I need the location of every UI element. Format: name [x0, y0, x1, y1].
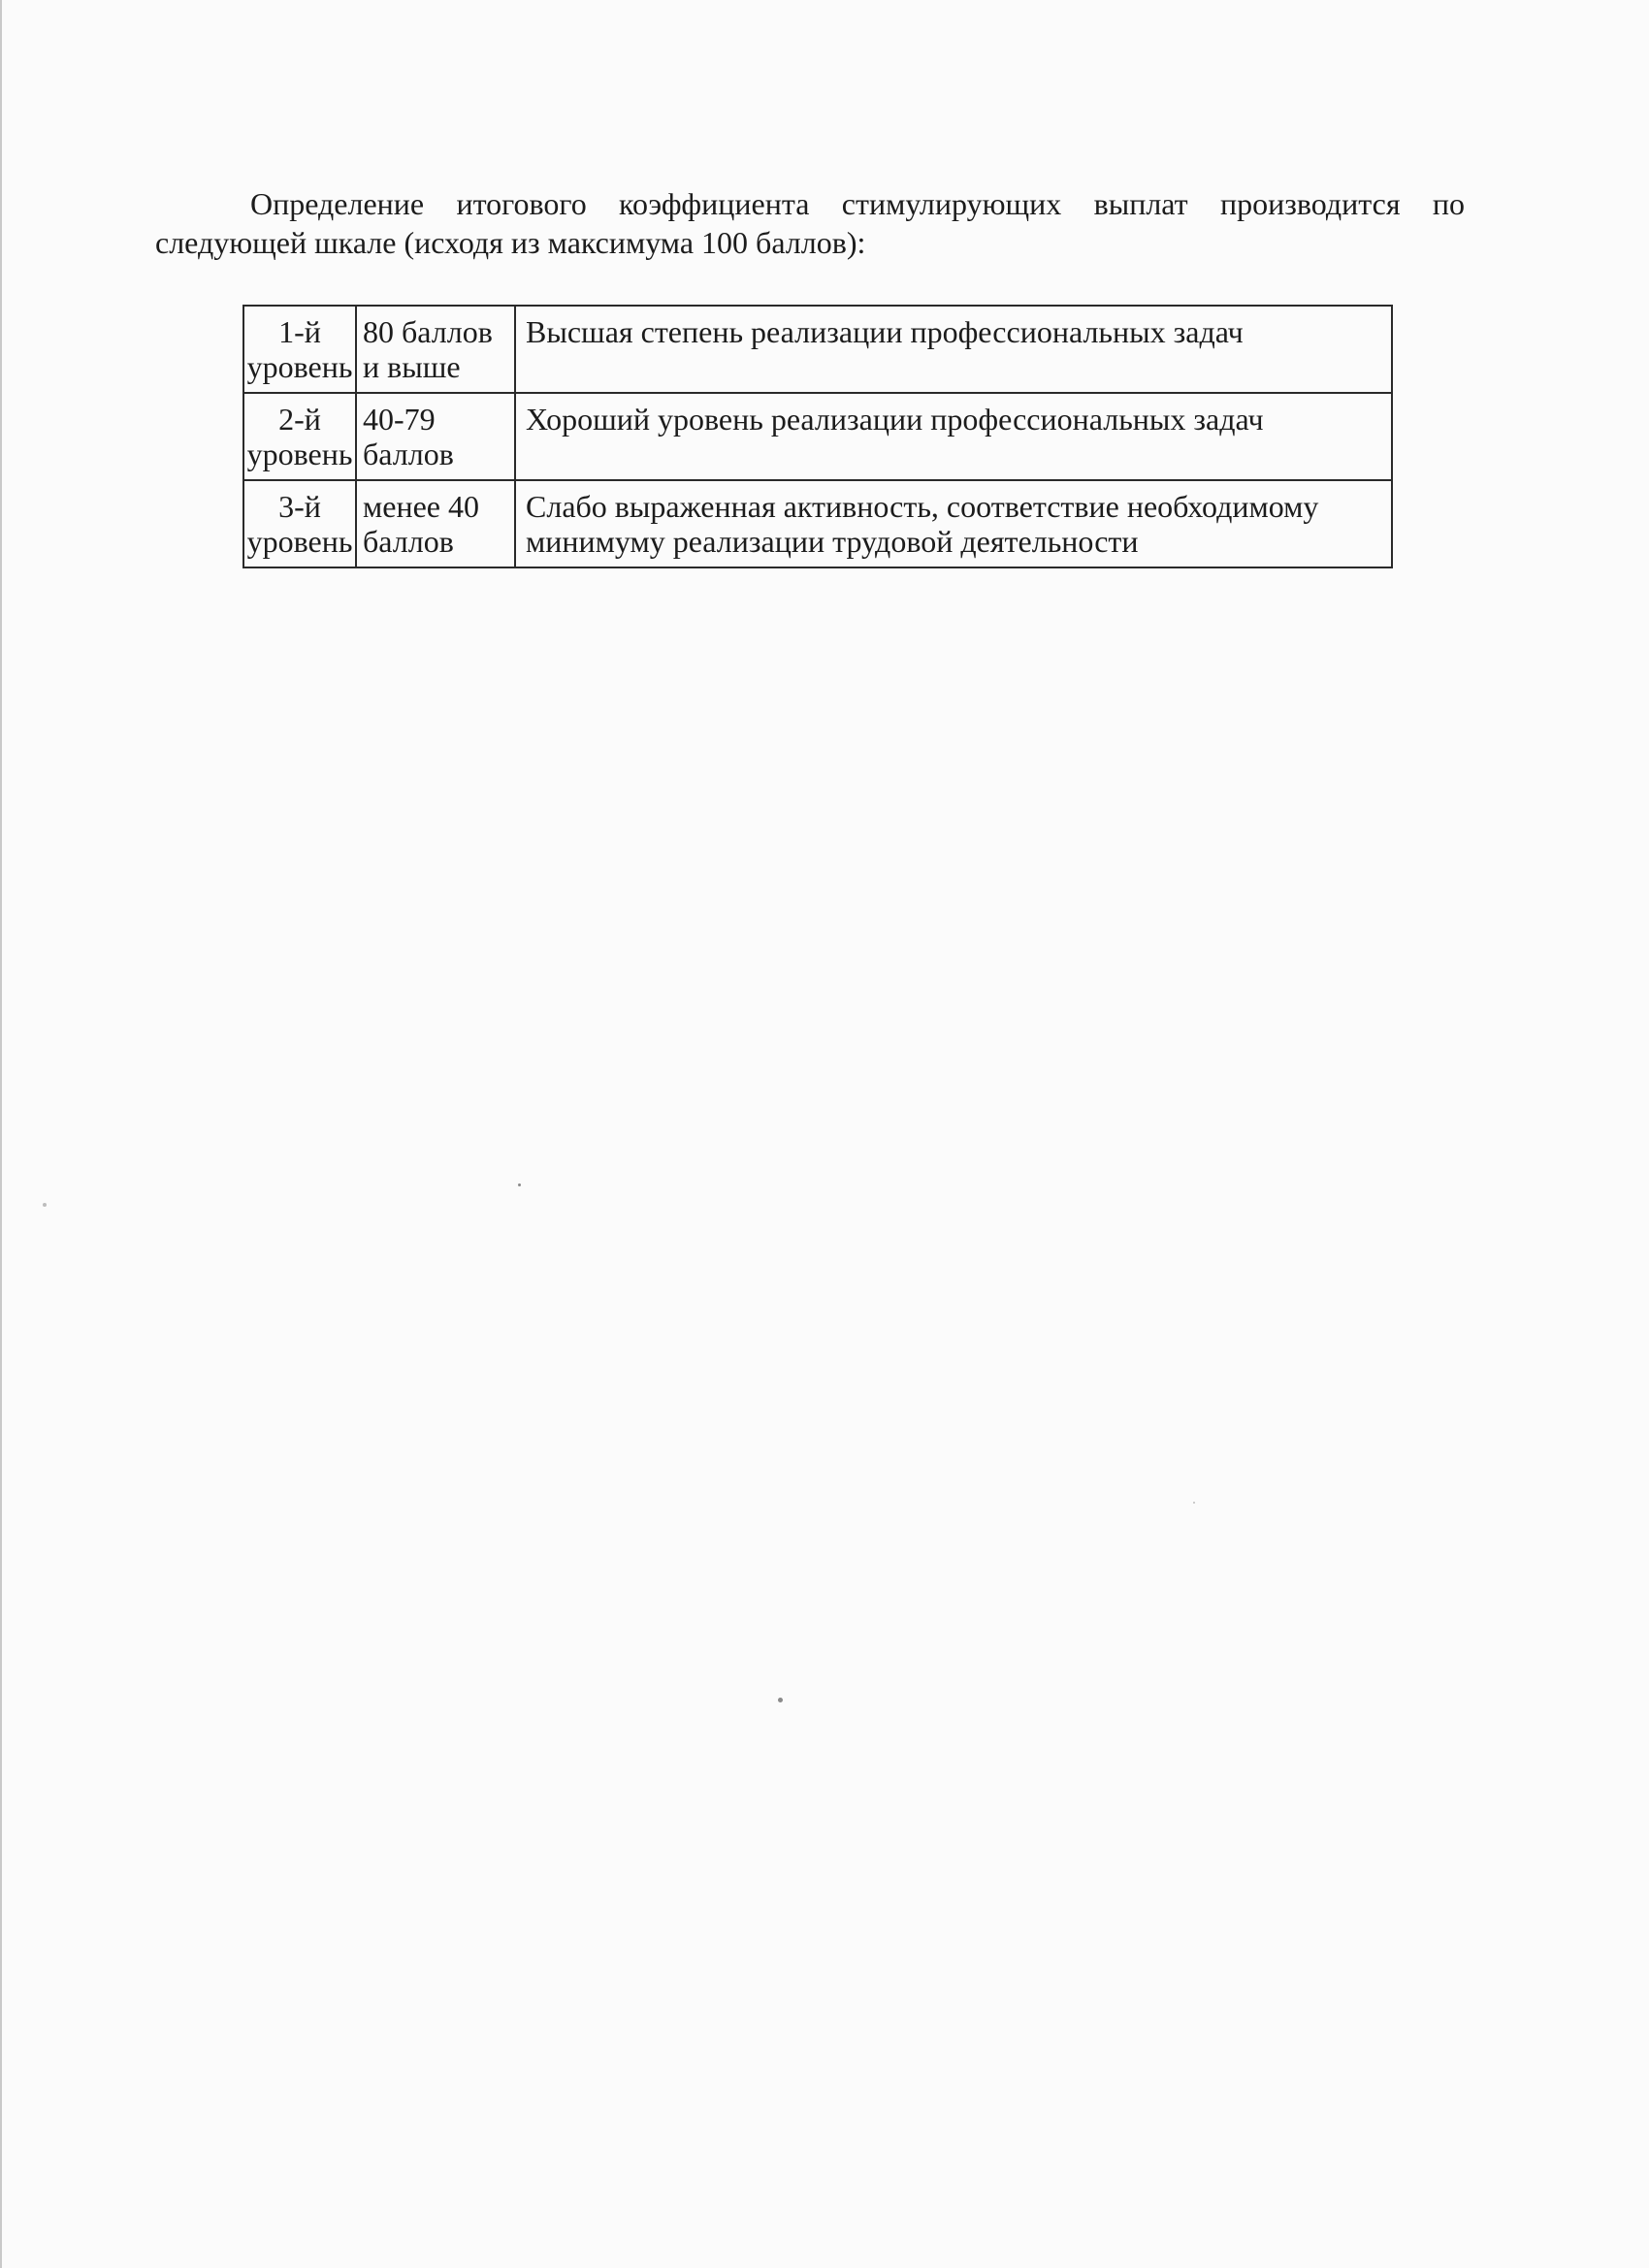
points-cell: 80 баллов и выше [356, 306, 515, 393]
level-cell: 3-й уровень [243, 480, 356, 567]
scan-speck [1193, 1502, 1195, 1504]
points-cell: 40-79 баллов [356, 393, 515, 480]
table-row [243, 393, 1392, 480]
intro-paragraph: Определение итогового коэффициента стимулирующих выплат производится по следующей шкале (исходя из максимума 100 баллов): [155, 186, 1465, 260]
scan-left-edge [0, 0, 2, 2268]
table-row [243, 306, 1392, 393]
coefficient-scale-table [242, 305, 1393, 568]
level-cell: 1-й уровень [243, 306, 356, 393]
description-cell: Слабо выраженная активность, соответствие необходимому минимуму реализации трудовой деятельности [515, 480, 1392, 567]
description-cell: Высшая степень реализации профессиональных задач [515, 306, 1392, 393]
points-cell: менее 40 баллов [356, 480, 515, 567]
description-cell: Хороший уровень реализации профессиональных задач [515, 393, 1392, 480]
level-cell: 2-й уровень [243, 393, 356, 480]
table-row [243, 480, 1392, 567]
scan-speck [518, 1183, 521, 1186]
scan-speck [778, 1698, 783, 1702]
scan-speck [43, 1203, 47, 1207]
